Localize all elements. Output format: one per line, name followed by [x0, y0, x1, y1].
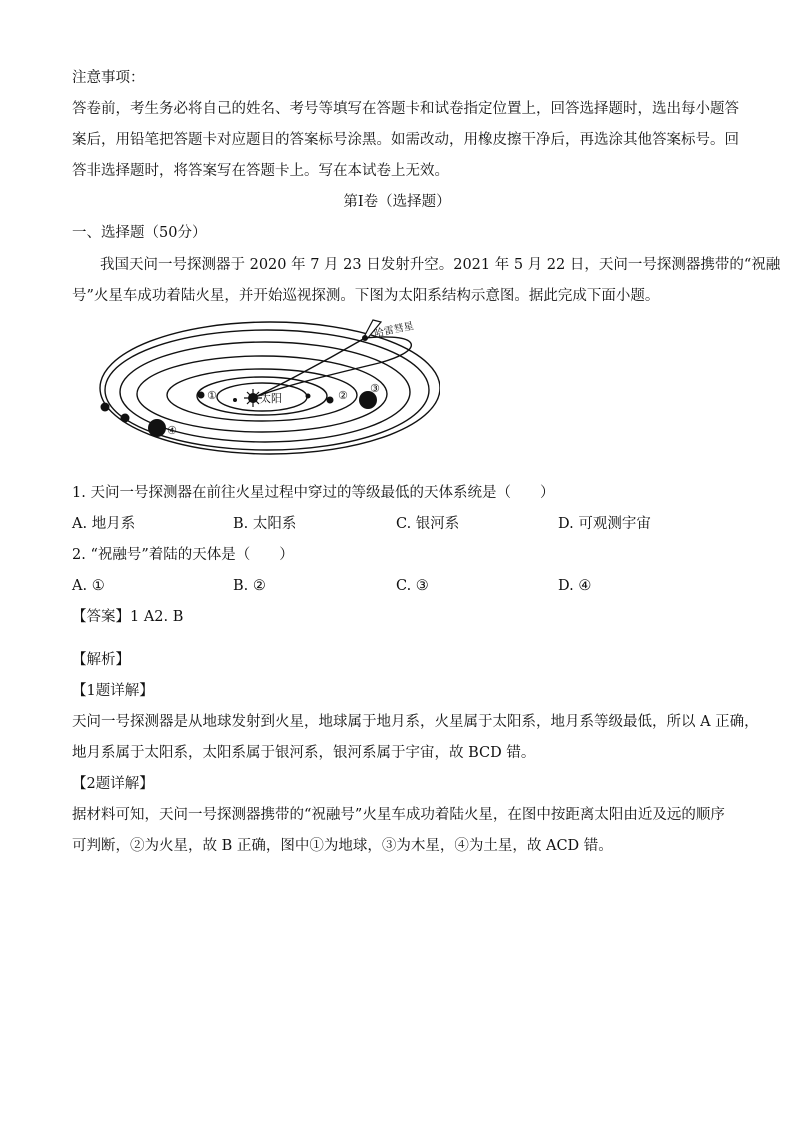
sun-label: 太阳	[260, 392, 282, 405]
detail-2-line-1: 据材料可知，天问一号探测器携带的“祝融号”火星车成功着陆火星，在图中按距离太阳由近及远的顺序	[72, 807, 725, 823]
solar-system-diagram	[95, 312, 440, 467]
notice-heading: 注意事项：	[72, 70, 145, 86]
sun	[244, 389, 282, 407]
marker-3: ③	[370, 382, 380, 395]
marker-4: ④	[167, 424, 177, 437]
notice-line-2: 案后，用铅笔把答题卡对应题目的答案标号涂黑。如需改动，用橡皮擦干净后，再选涂其他答案标号。回	[72, 132, 739, 148]
detail-1-tag: 【1题详解】	[72, 683, 154, 699]
intro-line-1: 我国天问一号探测器于 2020 年 7 月 23 日发射升空。2021 年 5 月 22 日，天问一号探测器携带的“祝融	[100, 257, 781, 273]
question-2-option-a: A. ①	[72, 578, 105, 594]
question-2-stem: 2. “祝融号”着陆的天体是（ ）	[72, 547, 294, 563]
uranus-dot	[121, 414, 130, 423]
answer-text: 1 A2. B	[130, 609, 184, 625]
venus-dot	[306, 394, 311, 399]
notice-line-3: 答非选择题时，将答案写在答题卡上。写在本试卷上无效。	[72, 163, 449, 179]
neptune-dot	[101, 403, 110, 412]
question-2-option-b: B. ②	[233, 578, 266, 594]
analysis-tag: 【解析】	[72, 652, 130, 668]
intro-line-2: 号”火星车成功着陆火星，并开始巡视探测。下图为太阳系结构示意图。据此完成下面小题。	[72, 288, 660, 304]
mercury-dot	[233, 398, 237, 402]
planet-2-mars	[327, 397, 334, 404]
detail-1-line-2: 地月系属于太阳系，太阳系属于银河系，银河系属于宇宙，故 BCD 错。	[72, 745, 536, 761]
comet-orbit	[253, 337, 411, 398]
answer-tag: 【答案】	[72, 609, 130, 625]
detail-1-line-1: 天问一号探测器是从地球发射到火星，地球属于地月系，火星属于太阳系，地月系等级最低，所以 A 正确，	[72, 714, 759, 730]
marker-2: ②	[338, 389, 348, 402]
section-title: 第Ⅰ卷（选择题）	[343, 194, 451, 210]
planet-1-earth	[198, 392, 205, 399]
question-1-stem: 1. 天问一号探测器在前往火星过程中穿过的等级最低的天体系统是（ ）	[72, 485, 555, 501]
question-2-option-d: D. ④	[558, 578, 592, 594]
question-1-option-d: D. 可观测宇宙	[558, 516, 651, 532]
part-title: 一、选择题（50分）	[72, 225, 207, 241]
planet-4-saturn	[148, 419, 166, 437]
answer-line	[72, 607, 183, 627]
question-2-option-c: C. ③	[396, 578, 429, 594]
comet-label: 哈雷彗星	[373, 320, 415, 340]
comet-head	[362, 335, 368, 341]
notice-line-1: 答卷前，考生务必将自己的姓名、考号等填写在答题卡和试卷指定位置上，回答选择题时，选出每小题答	[72, 101, 739, 117]
marker-1: ①	[207, 389, 217, 402]
detail-2-tag: 【2题详解】	[72, 776, 154, 792]
question-1-option-b: B. 太阳系	[233, 516, 297, 532]
detail-2-line-2: 可判断，②为火星，故 B 正确，图中①为地球，③为木星，④为土星，故 ACD 错。	[72, 838, 613, 854]
question-1-option-a: A. 地月系	[72, 516, 136, 532]
question-1-option-c: C. 银河系	[396, 516, 460, 532]
